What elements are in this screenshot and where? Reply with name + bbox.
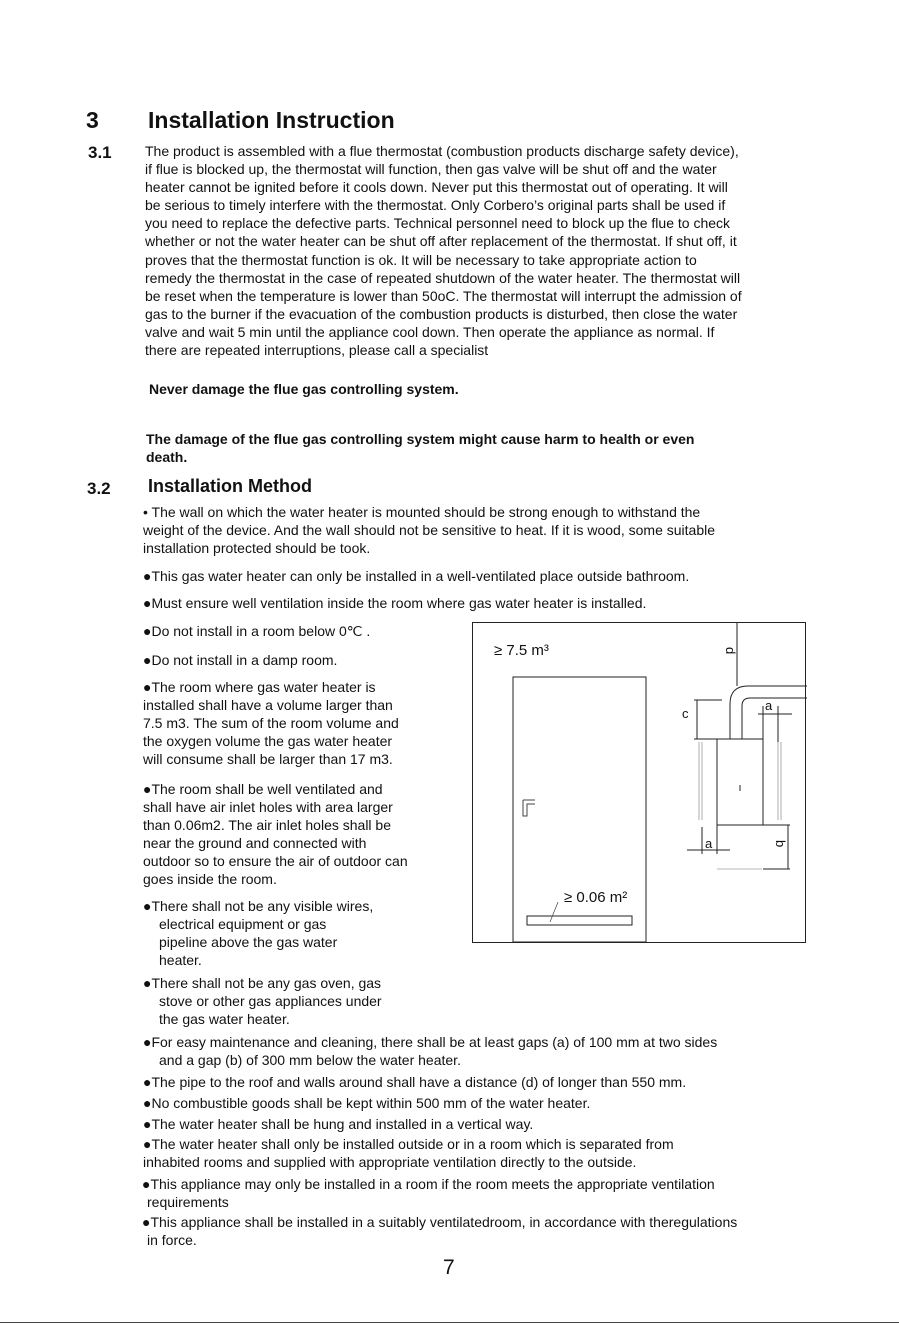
warning-text: Never damage the flue gas controlling system.	[149, 381, 459, 397]
paragraph-line: be serious to timely interfere with the thermostat. Only Corbero’s original parts shall be used if	[145, 197, 726, 214]
bullet-line: ●This appliance may only be installed in a room if the room meets the appropriate ventilation	[142, 1176, 715, 1192]
bullet-line: than 0.06m2. The air inlet holes shall be	[143, 817, 392, 833]
bullet-line: shall have air inlet holes with area larger	[143, 799, 393, 815]
paragraph-line: proves that the thermostat function is ok. It will be necessary to take appropriate action to	[145, 251, 697, 268]
paragraph-line: gas to the burner if the evacuation of the combustion products is disturbed, then close the water	[145, 305, 738, 322]
bullet-line: near the ground and connected with	[143, 835, 367, 851]
warning-line: The damage of the flue gas controlling system might cause harm to health or even	[146, 431, 695, 447]
bullet-item: ●Must ensure well ventilation inside the room where gas water heater is installed.	[143, 595, 647, 611]
dimension-d-label: d	[723, 647, 738, 655]
dimension-c-label: c	[682, 706, 689, 721]
bullet-line: ●There shall not be any visible wires,	[143, 898, 374, 914]
bullet-item	[143, 678, 443, 768]
bullet-line: ●The water heater shall only be installed outside or in a room which is separated from	[143, 1136, 674, 1152]
paragraph-line: be reset when the temperature is lower than 50oC. The thermostat will interrupt the admission of	[145, 287, 742, 304]
bullet-line: 7.5 m3. The sum of the room volume and	[143, 715, 399, 731]
bullet-line: and a gap (b) of 300 mm below the water heater.	[159, 1052, 461, 1068]
bullet-item: ●The pipe to the roof and walls around shall have a distance (d) of longer than 550 mm.	[143, 1074, 687, 1090]
vent-area-label: ≥ 0.06 m²	[564, 889, 628, 906]
subsection-number-3-1: 3.1	[88, 143, 112, 162]
room-volume-label: ≥ 7.5 m³	[494, 642, 549, 659]
bullet-line: electrical equipment or gas	[159, 916, 327, 932]
intro-line: installation protected should be took.	[143, 540, 371, 556]
bullet-line: outdoor so to ensure the air of outdoor can	[143, 853, 408, 869]
dimension-a-label: a	[765, 698, 773, 713]
bullet-item	[143, 974, 443, 1028]
bullet-line: requirements	[147, 1194, 229, 1210]
bullet-item	[143, 1033, 823, 1069]
bullet-line: inhabited rooms and supplied with appropriate ventilation directly to the outside.	[143, 1154, 637, 1170]
paragraph-line: whether or not the water heater can be shut off after replacement of the thermostat. If shut off, it	[145, 233, 737, 250]
bullet-line: stove or other gas appliances under	[159, 993, 382, 1009]
intro-line: weight of the device. And the wall should not be sensitive to heat. If it is wood, some suitable	[143, 522, 716, 538]
bullet-item: ●The water heater shall be hung and installed in a vertical way.	[143, 1116, 534, 1132]
thermostat-paragraph	[145, 142, 805, 359]
section-number: 3	[86, 107, 99, 133]
bullet-line: installed shall have a volume larger than	[143, 697, 393, 713]
bullet-line: ●The room shall be well ventilated and	[143, 781, 383, 797]
subsection-number-3-2: 3.2	[87, 479, 111, 498]
bullet-line: the oxygen volume the gas water heater	[143, 733, 393, 749]
water-heater-body	[717, 739, 763, 825]
bullet-item	[143, 780, 443, 888]
bullet-item: ●Do not install in a damp room.	[143, 652, 338, 668]
bullet-line: ●The room where gas water heater is	[143, 679, 376, 695]
installation-diagram	[472, 622, 807, 944]
subsection-title: Installation Method	[148, 476, 312, 496]
page-bottom-rule	[0, 1322, 899, 1323]
paragraph-line: remedy the thermostat in the case of repeated shutdown of the water heater. The thermostat will	[145, 269, 741, 286]
bullet-line: ●This appliance shall be installed in a suitably ventilatedroom, in accordance with theregulations	[142, 1214, 738, 1230]
bullet-item	[142, 1213, 842, 1249]
bullet-line: pipeline above the gas water	[159, 934, 338, 950]
bullet-line: in force.	[147, 1232, 197, 1248]
paragraph-line: you need to replace the defective parts. Technical personnel need to block up the flue to check	[145, 215, 731, 232]
warning-line: death.	[146, 449, 188, 465]
intro-paragraph	[143, 503, 803, 557]
dimension-a-bottom-label: a	[705, 836, 713, 851]
bullet-line: ●There shall not be any gas oven, gas	[143, 975, 382, 991]
section-title: Installation Instruction	[148, 107, 395, 133]
page-number: 7	[443, 1256, 455, 1279]
bullet-item	[142, 1175, 822, 1211]
bullet-item	[143, 1135, 823, 1171]
dimension-b-label: b	[773, 840, 788, 848]
paragraph-line: heater cannot be ignited before it cools down. Never put this thermostat out of operating. It will	[145, 179, 728, 196]
bullet-item: ●This gas water heater can only be installed in a well-ventilated place outside bathroom.	[143, 568, 690, 584]
bullet-item: ●No combustible goods shall be kept within 500 mm of the water heater.	[143, 1095, 591, 1111]
warning-text	[146, 430, 694, 466]
paragraph-line: The product is assembled with a flue thermostat (combustion products discharge safety device),	[145, 143, 739, 159]
bullet-line: will consume shall be larger than 17 m3.	[143, 751, 393, 767]
paragraph-line: if flue is blocked up, the thermostat will function, then gas valve will be shut off and the water	[145, 161, 717, 178]
bullet-line: the gas water heater.	[159, 1011, 290, 1027]
paragraph-line: there are repeated interruptions, please call a specialist	[145, 342, 489, 359]
bullet-item: ●Do not install in a room below 0℃ .	[143, 623, 371, 639]
paragraph-line: valve and wait 5 min until the appliance cool down. Then operate the appliance as normal. If	[145, 323, 715, 340]
bullet-line: heater.	[159, 952, 202, 968]
bullet-line: goes inside the room.	[143, 871, 277, 887]
intro-line: • The wall on which the water heater is mounted should be strong enough to withstand the	[143, 504, 701, 520]
bullet-item	[143, 897, 443, 969]
bullet-line: ●For easy maintenance and cleaning, there shall be at least gaps (a) of 100 mm at two sides	[143, 1034, 718, 1050]
